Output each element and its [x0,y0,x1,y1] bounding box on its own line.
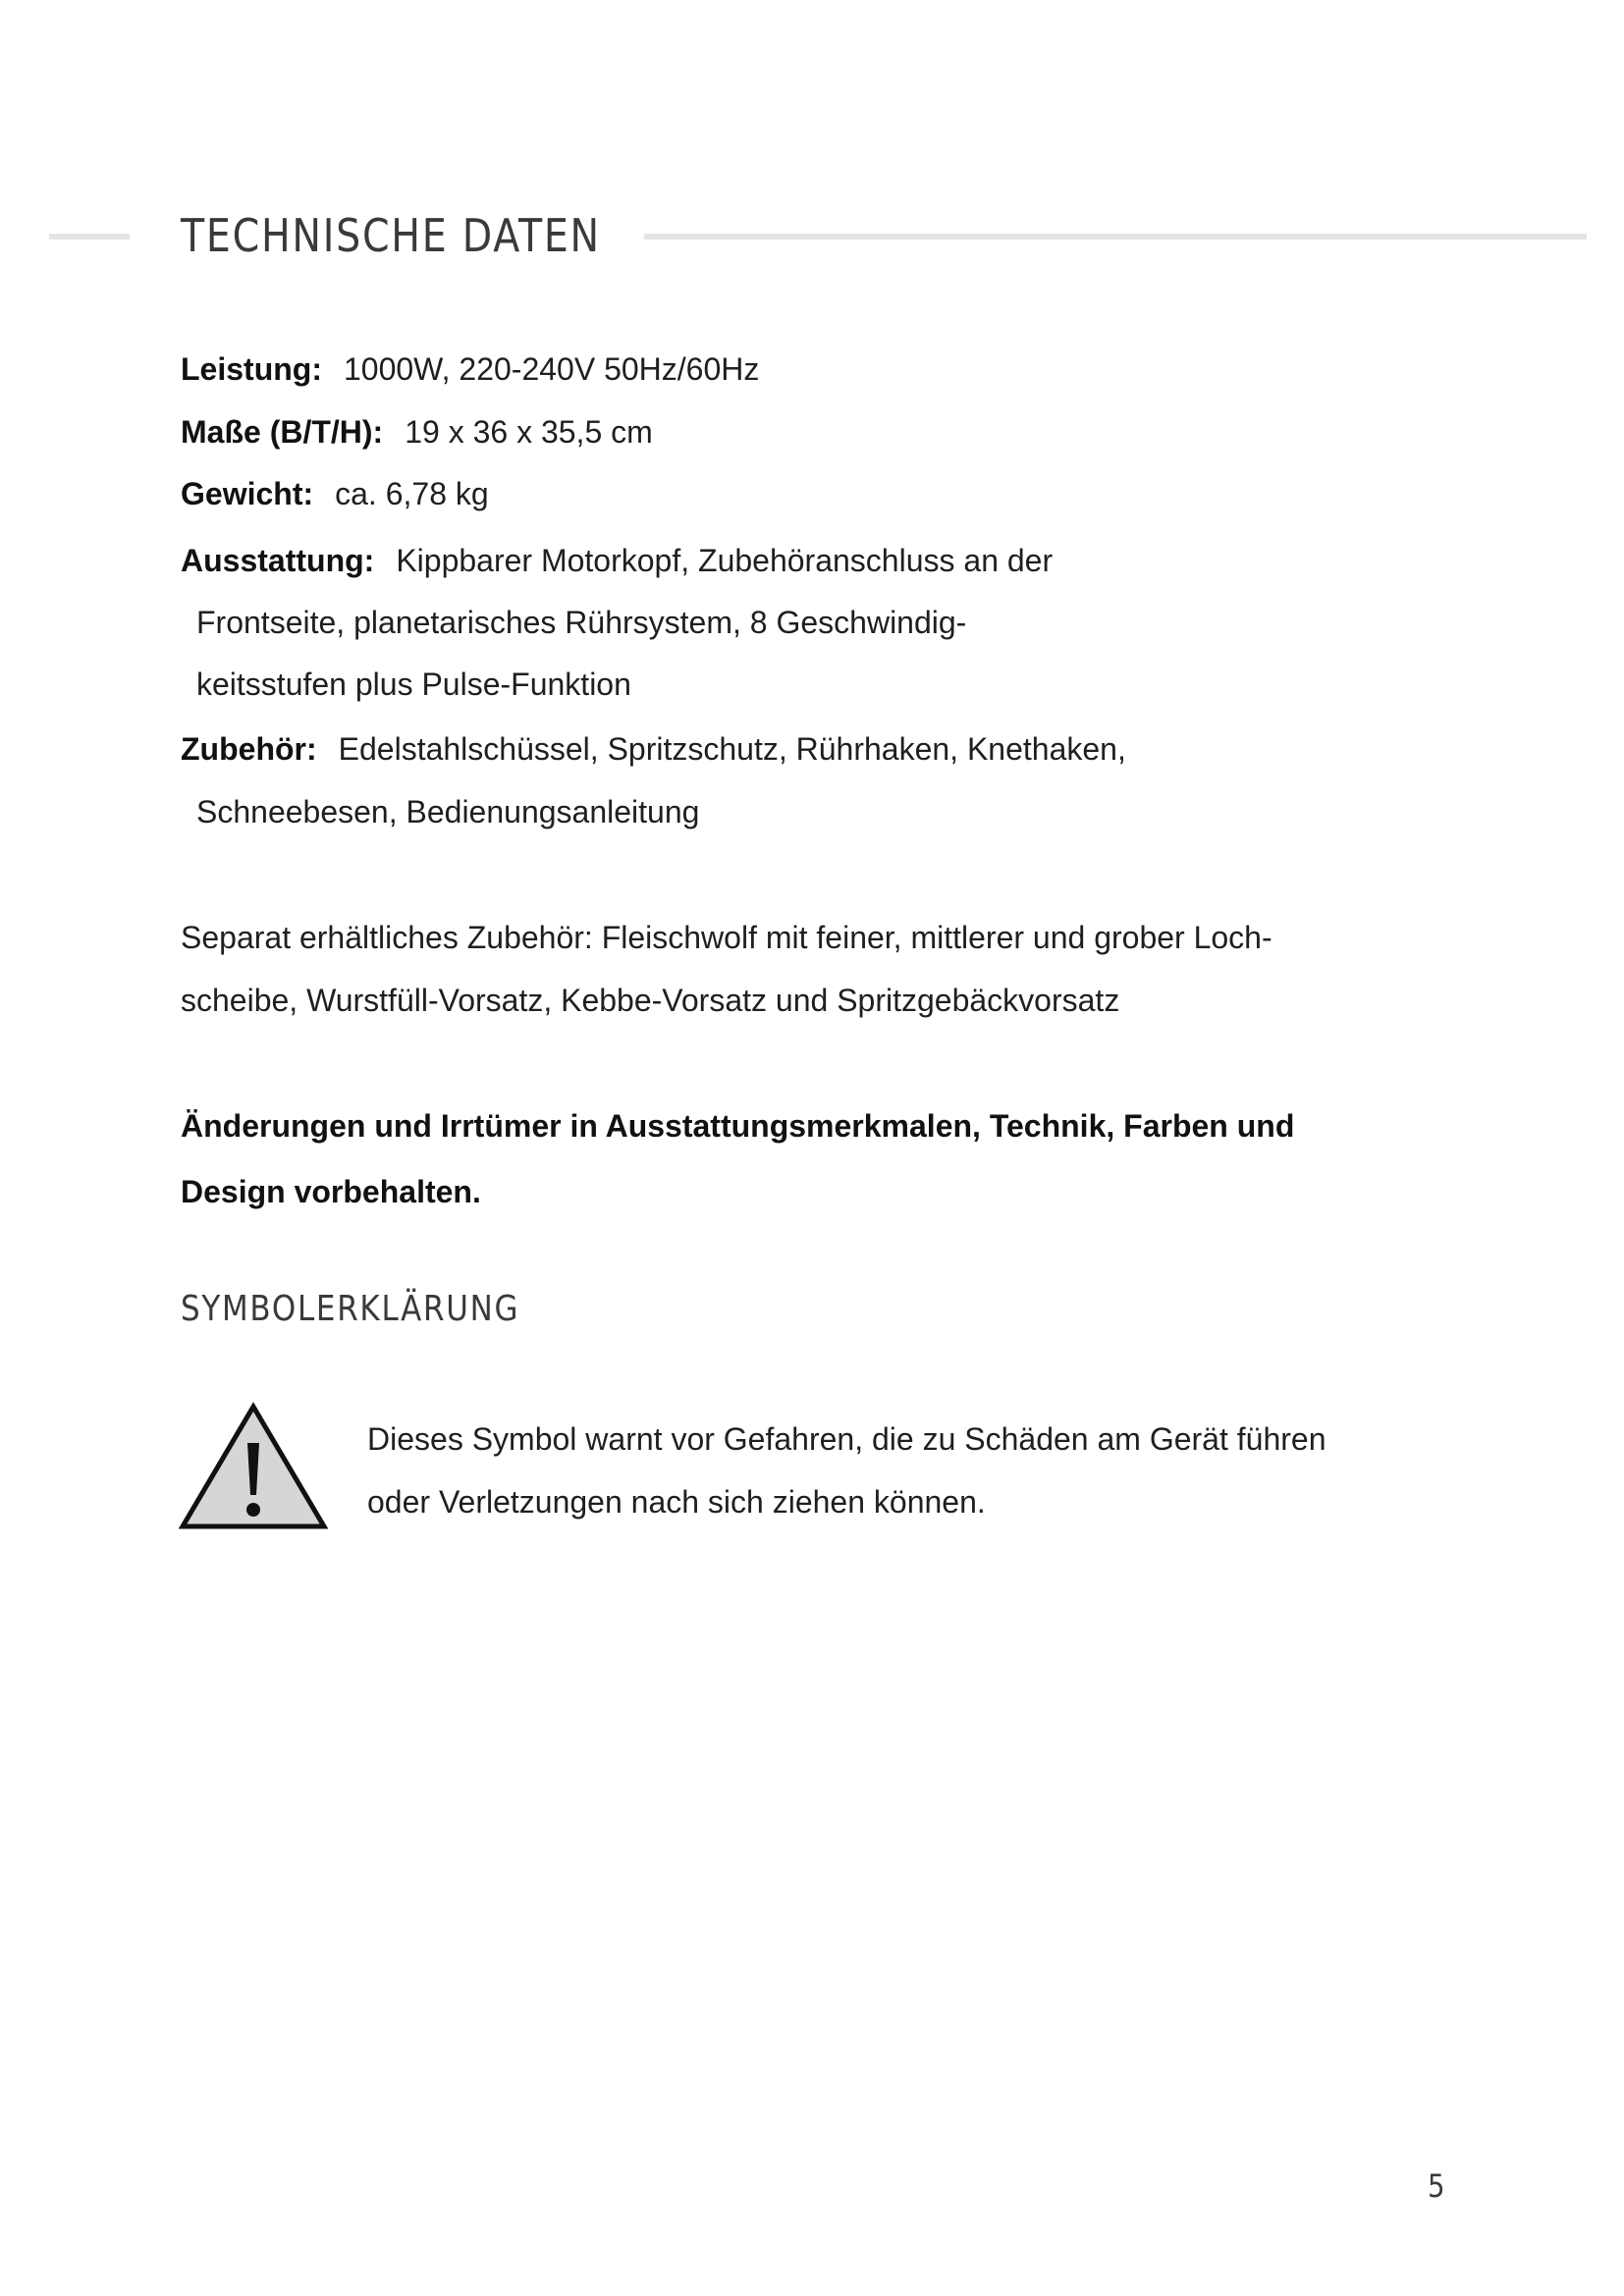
spec-continuation: keitsstufen plus Pulse-Funktion [196,667,631,702]
spec-value: ca. 6,78 kg [335,476,489,511]
spec-value: 1000W, 220-240V 50Hz/60Hz [343,351,760,387]
spec-value: Edelstahlschüssel, Spritzschutz, Rührhaken, Knethaken, [338,731,1126,767]
disclaimer-line: Design vorbehalten. [181,1174,481,1209]
separate-accessories-line: Separat erhältliches Zubehör: Fleischwolf mit feiner, mittlerer und grober Loch- [181,920,1272,955]
spec-continuation: Schneebesen, Bedienungsanleitung [196,794,700,829]
warning-text-line: Dieses Symbol warnt vor Gefahren, die zu Schäden am Gerät führen [367,1421,1326,1457]
spec-row-ausstattung [181,541,1053,580]
warning-text-line: oder Verletzungen nach sich ziehen können. [367,1484,986,1520]
spec-continuation: Frontseite, planetarisches Rührsystem, 8 Geschwindig- [196,605,967,640]
spec-label: Zubehör: [181,731,317,767]
page-title: TECHNISCHE DATEN [181,209,601,262]
spec-value: Kippbarer Motorkopf, Zubehöranschluss an der [396,543,1054,578]
warning-triangle-icon [179,1402,328,1531]
spec-row-leistung [181,349,759,389]
disclaimer-line: Änderungen und Irrtümer in Ausstattungsmerkmalen, Technik, Farben und [181,1108,1295,1144]
heading-rule-right [644,234,1587,240]
spec-label: Ausstattung: [181,543,375,578]
spec-label: Maße (B/T/H): [181,414,384,450]
spec-value: 19 x 36 x 35,5 cm [405,414,653,450]
separate-accessories-line: scheibe, Wurstfüll-Vorsatz, Kebbe-Vorsatz und Spritzgebäckvorsatz [181,983,1120,1018]
page-number: 5 [1428,2167,1445,2205]
spec-label: Leistung: [181,351,322,387]
spec-row-masse [181,412,653,452]
heading-rule-left [49,234,130,240]
spec-row-zubehoer [181,729,1126,769]
spec-label: Gewicht: [181,476,314,511]
section-heading-symbols: SYMBOLERKLÄRUNG [181,1289,520,1329]
spec-row-gewicht [181,474,489,513]
